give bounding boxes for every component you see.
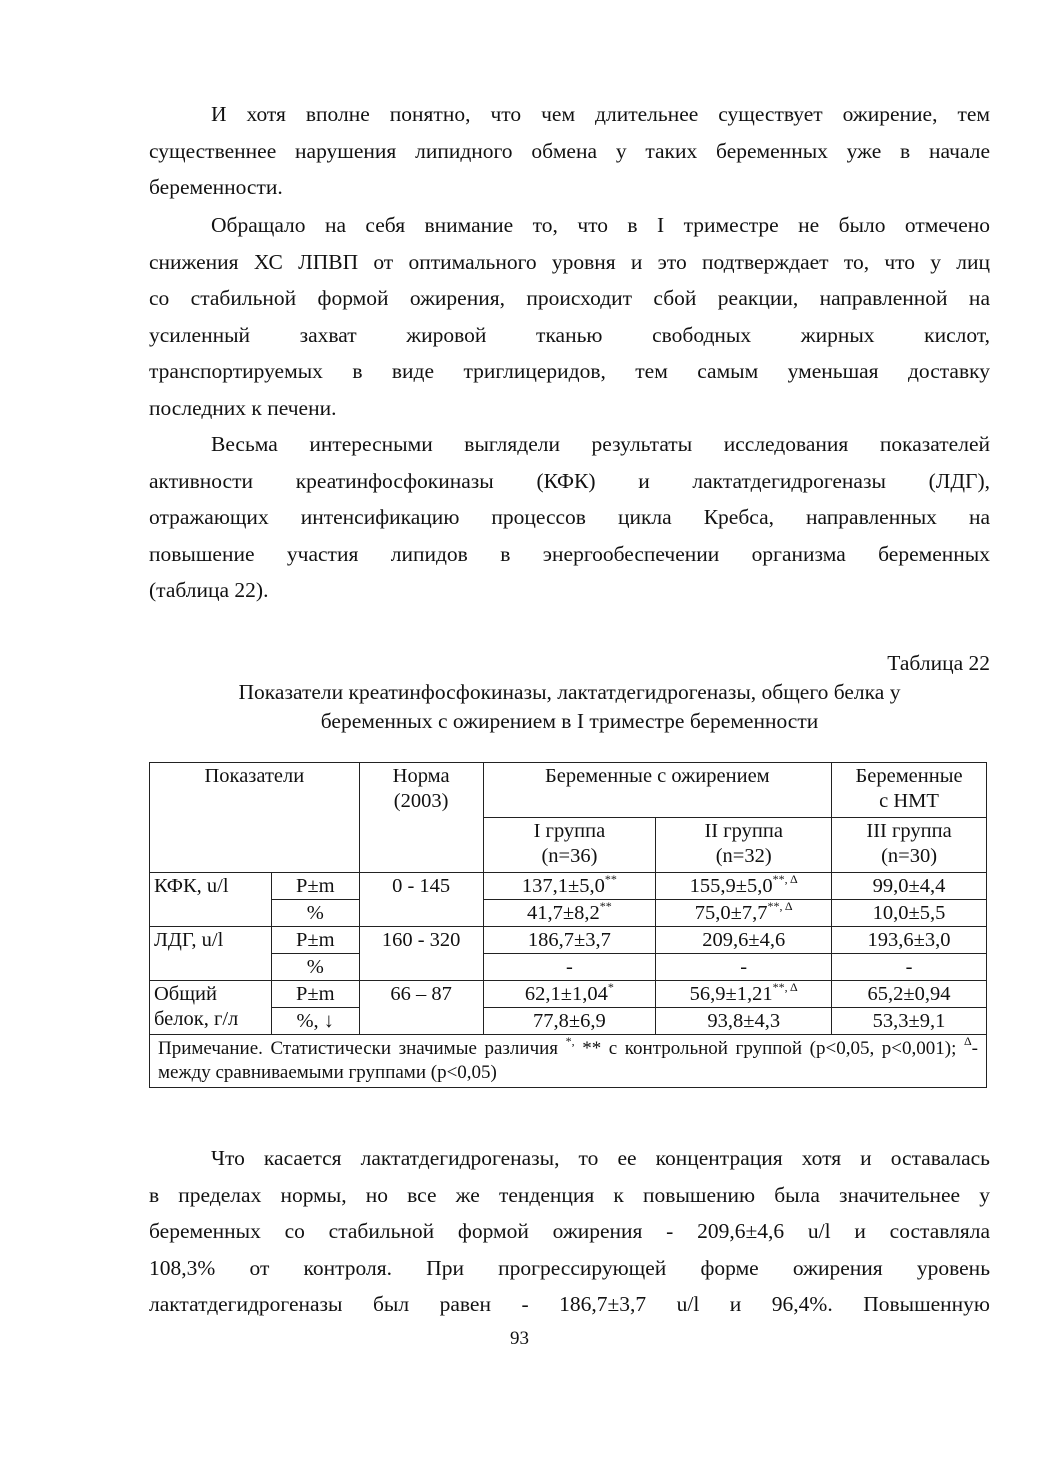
text-line: Обращало на себя внимание то, что в I триместре не было отмечено <box>211 213 990 237</box>
caption-line: Показатели креатинфосфокиназы, лактатдегидрогеназы, общего белка у <box>238 680 901 704</box>
text-line: 108,3% от контроля. При прогрессирующей форме ожирения уровень <box>149 1255 990 1280</box>
text-line: Весьма интересными выглядели результаты исследования показателей <box>211 432 990 456</box>
row-norm: 66 – 87 <box>359 981 483 1035</box>
paragraph-1 <box>149 96 990 206</box>
caption-line: беременных с ожирением в I триместре беременности <box>320 709 819 733</box>
table-label: Таблица 22 <box>887 651 990 675</box>
table-cell: 10,0±5,5 <box>832 900 987 927</box>
text-line: (таблица 22). <box>149 578 269 603</box>
table-cell: 99,0±4,4 <box>832 873 987 900</box>
table-cell: 62,1±1,04* <box>483 981 656 1008</box>
row-name: Общий белок, г/л <box>150 981 272 1035</box>
table-cell: - <box>483 954 656 981</box>
text-line: в пределах нормы, но все же тенденция к повышению была значительнее у <box>149 1182 990 1207</box>
table-row <box>150 954 987 981</box>
table-cell: - <box>656 954 832 981</box>
text-line: лактатдегидрогеназы был равен - 186,7±3,7 u/l и 96,4%. Повышенную <box>149 1292 990 1317</box>
table-cell: - <box>832 954 987 981</box>
table-row <box>150 900 987 927</box>
table-cell: 193,6±3,0 <box>832 927 987 954</box>
row-stat-label: P±m <box>271 927 359 954</box>
header-indicators: Показатели <box>150 763 360 873</box>
header-group-3: III группа (n=30) <box>832 818 987 873</box>
row-norm: 160 - 320 <box>359 927 483 981</box>
row-stat-label: % <box>271 954 359 981</box>
table-cell: 186,7±3,7 <box>483 927 656 954</box>
text-line: последних к печени. <box>149 395 337 420</box>
text-line: активности креатинфосфокиназы (КФК) и лактатдегидрогеназы (ЛДГ), <box>149 468 990 493</box>
paragraph-3 <box>149 426 990 609</box>
table-note-row <box>150 1035 987 1088</box>
text-line: беременных со стабильной формой ожирения - 209,6±4,6 u/l и составляла <box>149 1219 990 1244</box>
row-stat-label: % <box>271 900 359 927</box>
paragraph-4 <box>149 1140 990 1323</box>
table-cell: $155,9\pm 5,0^{**, \Delta}$ <box>656 873 832 900</box>
table-note: Примечание. Статистически значимые различия *, ** с контрольной группой (p<0,05, p<0,001); $^\Delta$- между сравниваемыми группами (p<0,05) <box>150 1035 987 1088</box>
header-norm: Норма (2003) <box>359 763 483 873</box>
text-line: отражающих интенсификацию процессов цикла Кребса, направленных на <box>149 505 990 530</box>
text-line: со стабильной формой ожирения, происходит сбой реакции, направленной на <box>149 286 990 311</box>
header-group-1: I группа (n=36) <box>483 818 656 873</box>
table-cell: 137,1±5,0** <box>483 873 656 900</box>
text-line: И хотя вполне понятно, что чем длительнее существует ожирение, тем <box>211 102 990 126</box>
table-caption <box>149 678 990 736</box>
table-row <box>150 873 987 900</box>
page-number: 93 <box>510 1328 529 1349</box>
row-norm: 0 - 145 <box>359 873 483 927</box>
text-line: существеннее нарушения липидного обмена у таких беременных уже в начале <box>149 138 990 163</box>
row-name: ЛДГ, u/l <box>150 927 272 981</box>
row-stat-label: %, ↓ <box>271 1008 359 1035</box>
table-cell: 41,7±8,2** <box>483 900 656 927</box>
paragraph-2 <box>149 207 990 427</box>
header-nmt: Беременные с НМТ <box>832 763 987 818</box>
row-stat-label: P±m <box>271 981 359 1008</box>
table-row <box>150 927 987 954</box>
table-cell: 65,2±0,94 <box>832 981 987 1008</box>
text-line: Что касается лактатдегидрогеназы, то ее концентрация хотя и оставалась <box>211 1146 990 1170</box>
text-line: усиленный захват жировой тканью свободных жирных кислот, <box>149 322 990 347</box>
row-name: КФК, u/l <box>150 873 272 927</box>
table-row <box>150 981 987 1008</box>
table-cell: 209,6±4,6 <box>656 927 832 954</box>
text-line: транспортируемых в виде триглицеридов, тем самым уменьшая доставку <box>149 359 990 384</box>
header-obese: Беременные с ожирением <box>483 763 832 818</box>
header-group-2: II группа (n=32) <box>656 818 832 873</box>
text-line: снижения ХС ЛПВП от оптимального уровня и это подтверждает то, что у лиц <box>149 249 990 274</box>
table-cell: $75,0\pm 7,7^{**, \Delta}$ <box>656 900 832 927</box>
table-cell: 93,8±4,3 <box>656 1008 832 1035</box>
table-row <box>150 1008 987 1035</box>
table-header-row <box>150 763 987 818</box>
data-table <box>149 762 987 1088</box>
table-cell: $56,9\pm 1,21^{**, \Delta}$ <box>656 981 832 1008</box>
table-cell: 77,8±6,9 <box>483 1008 656 1035</box>
text-line: беременности. <box>149 175 283 200</box>
text-line: повышение участия липидов в энергообеспечении организма беременных <box>149 541 990 566</box>
table-cell: 53,3±9,1 <box>832 1008 987 1035</box>
row-stat-label: P±m <box>271 873 359 900</box>
